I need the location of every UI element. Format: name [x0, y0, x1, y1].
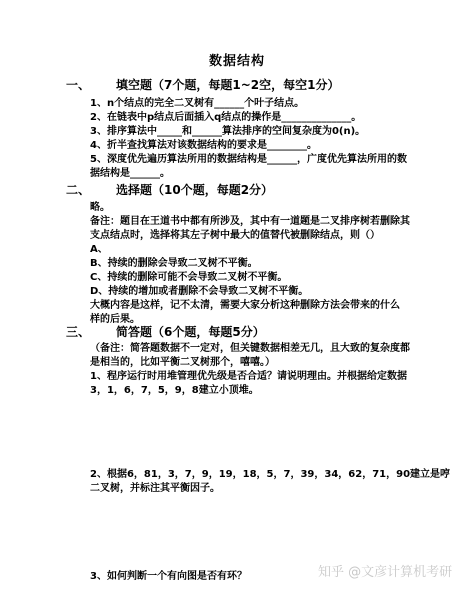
choice-remark-line-1: 大概内容是这样，记不太清，需要大家分析这种删除方法会带来的什么 — [90, 300, 400, 311]
section-2-number: 二、 — [66, 183, 91, 197]
fill-question-1: 1、n个结点的完全二叉树有______个叶子结点。 — [90, 98, 305, 109]
choice-omitted: 略。 — [90, 202, 110, 213]
fill-question-2: 2、在链表中p结点后面插入q结点的操作是______________。 — [90, 112, 362, 123]
choice-option-b: B、持续的删除会导致二叉树不平衡。 — [90, 258, 258, 269]
fill-question-5-cont: 据结构是______。 — [90, 168, 170, 179]
choice-option-d: D、持续的增加或者删除不会导致二叉树不平衡。 — [90, 286, 309, 297]
short-answer-q2-line-1: 2、根据6，81，3，7，9，19，18，5，7，39，34，62，71，90建立是哼 — [90, 469, 451, 480]
short-answer-q1-line-1: 1、程序运行时用堆管理优先级是否合适？请说明理由。并根据给定数据 — [90, 371, 407, 382]
choice-note-line-2: 支点结点时，选择将其左子树中最大的值替代被删除结点，则（） — [90, 230, 380, 241]
choice-option-a: A、 — [90, 244, 108, 255]
section-3-heading: 简答题（6个题，每题5分） — [116, 325, 265, 339]
section-1-header — [66, 76, 339, 93]
fill-question-5: 5、深度优先遍历算法所用的数据结构是______，广度优先算法所用的数 — [90, 154, 407, 165]
section-2-heading: 选择题（10个题，每题2分） — [116, 183, 274, 197]
watermark: 知乎 @文彦计算机考研 — [318, 565, 453, 580]
short-answer-q1-line-2: 3，1，6，7，5，9，8建立小顶堆。 — [90, 385, 259, 396]
choice-remark-line-2: 样的后果。 — [90, 314, 140, 325]
section-2-header — [66, 181, 273, 198]
fill-question-4: 4、折半查找算法对该数据结构的要求是________。 — [90, 140, 317, 151]
choice-option-c: C、持续的删除可能不会导致二叉树不平衡。 — [90, 272, 288, 283]
section-1-heading: 填空题（7个题，每题1~2空，每空1分） — [116, 78, 340, 92]
choice-note-line-1: 备注：题目在王道书中都有所涉及，其中有一道题是二叉排序树若删除其 — [90, 216, 410, 227]
section-1-number: 一、 — [66, 78, 91, 92]
short-answer-q2-line-2: 二叉树，并标注其平衡因子。 — [90, 483, 220, 494]
section-3-header — [66, 323, 265, 340]
short-answer-q3: 3、如何判断一个有向图是否有环？ — [90, 571, 247, 582]
document-title: 数据结构 — [208, 54, 265, 69]
fill-question-3: 3、排序算法中_____和______算法排序的空间复杂度为0(n)。 — [90, 126, 366, 137]
short-answer-note-line-2: 是相当的，比如平衡二叉树那个，嘻嘻。） — [90, 357, 275, 368]
section-3-number: 三、 — [66, 325, 91, 339]
short-answer-note-line-1: （备注：简答题数据不一定对，但关键数据相差无几，且大致的复杂度都 — [90, 343, 410, 354]
